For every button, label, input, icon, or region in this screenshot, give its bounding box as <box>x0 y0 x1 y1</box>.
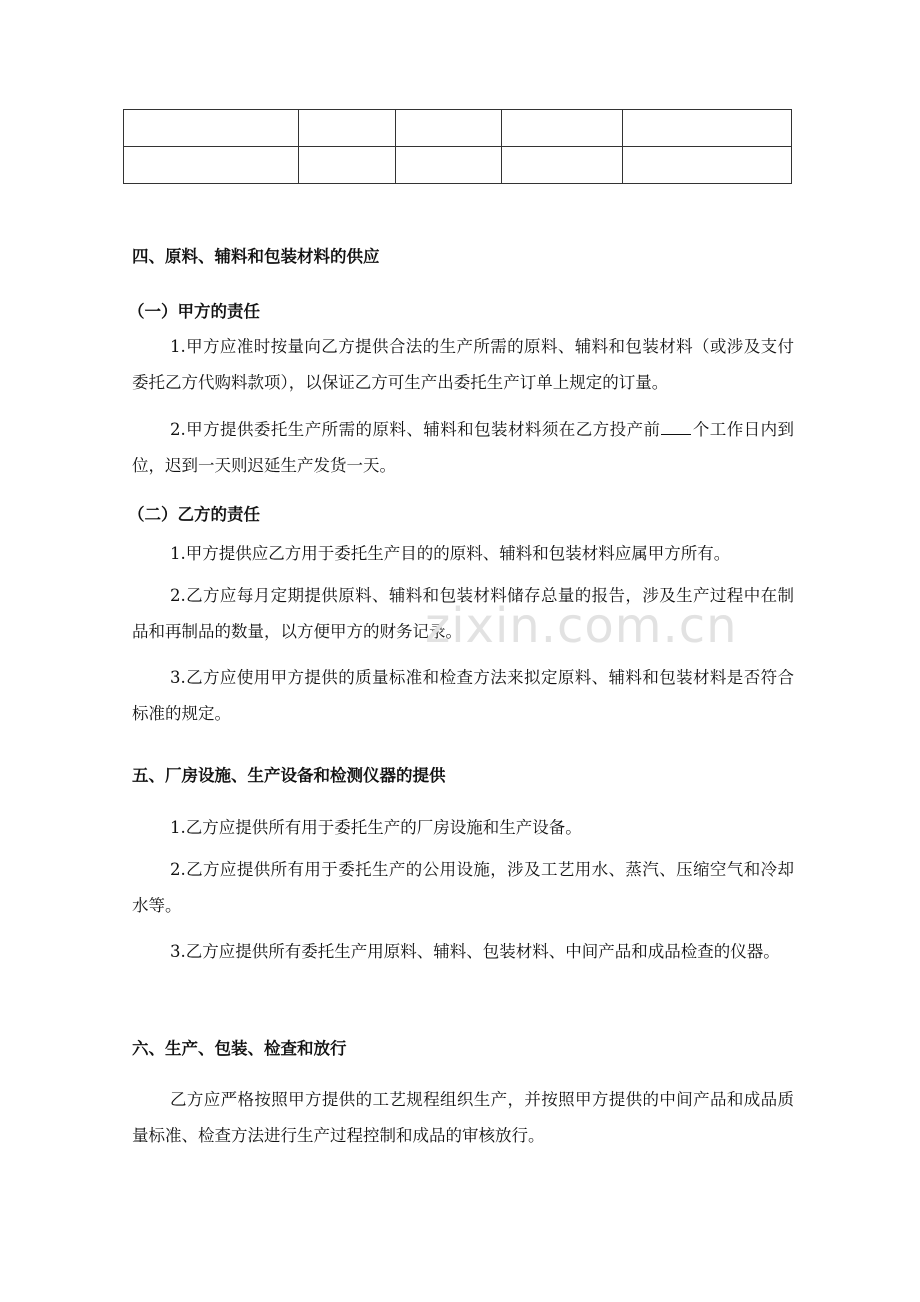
party-a-item-2-after: 个工作日内到位，迟到一天则迟延生产发货一天。 <box>132 420 795 475</box>
party-a-item-2 <box>132 412 794 484</box>
table-cell <box>396 110 502 147</box>
fill-in-blank[interactable] <box>661 418 691 435</box>
watermark: zixin.com.cn <box>425 598 738 654</box>
party-b-heading: （二）乙方的责任 <box>128 505 260 524</box>
section-6-heading: 六、生产、包装、检查和放行 <box>132 1039 347 1058</box>
table-cell <box>623 110 792 147</box>
party-b-item-1: 1.甲方提供应乙方用于委托生产目的的原料、辅料和包装材料应属甲方所有。 <box>170 544 731 563</box>
table-cell <box>502 147 623 184</box>
table-cell <box>299 147 396 184</box>
table-cell <box>396 147 502 184</box>
table-cell <box>124 110 299 147</box>
section-6-paragraph: 乙方应严格按照甲方提供的工艺规程组织生产，并按照甲方提供的中间产品和成品质量标准、检查方法进行生产过程控制和成品的审核放行。 <box>132 1090 794 1145</box>
section-5-item-3: 3.乙方应提供所有委托生产用原料、辅料、包装材料、中间产品和成品检查的仪器。 <box>170 942 780 961</box>
table-row <box>124 147 792 184</box>
party-a-heading: （一）甲方的责任 <box>128 302 260 321</box>
section-5-item-1: 1.乙方应提供所有用于委托生产的厂房设施和生产设备。 <box>170 818 582 837</box>
section-5-heading: 五、厂房设施、生产设备和检测仪器的提供 <box>132 766 446 785</box>
table-cell <box>124 147 299 184</box>
blank-table <box>123 109 792 184</box>
table-cell <box>502 110 623 147</box>
party-a-item-2-before: 2.甲方提供委托生产所需的原料、辅料和包装材料须在乙方投产前 <box>170 420 661 439</box>
table-cell <box>299 110 396 147</box>
table-row <box>124 110 792 147</box>
party-b-item-2: 2.乙方应每月定期提供原料、辅料和包装材料储存总量的报告，涉及生产过程中在制品和再制品的数量，以方便甲方的财务记录。 <box>132 586 794 641</box>
party-b-item-3: 3.乙方应使用甲方提供的质量标准和检查方法来拟定原料、辅料和包装材料是否符合标准的规定。 <box>132 668 794 723</box>
party-a-item-1: 1.甲方应准时按量向乙方提供合法的生产所需的原料、辅料和包装材料（或涉及支付委托乙方代购料款项），以保证乙方可生产出委托生产订单上规定的订量。 <box>132 337 794 392</box>
table-cell <box>623 147 792 184</box>
section-4-heading: 四、原料、辅料和包装材料的供应 <box>132 247 380 266</box>
section-5-item-2: 2.乙方应提供所有用于委托生产的公用设施，涉及工艺用水、蒸汽、压缩空气和冷却水等。 <box>132 860 794 915</box>
